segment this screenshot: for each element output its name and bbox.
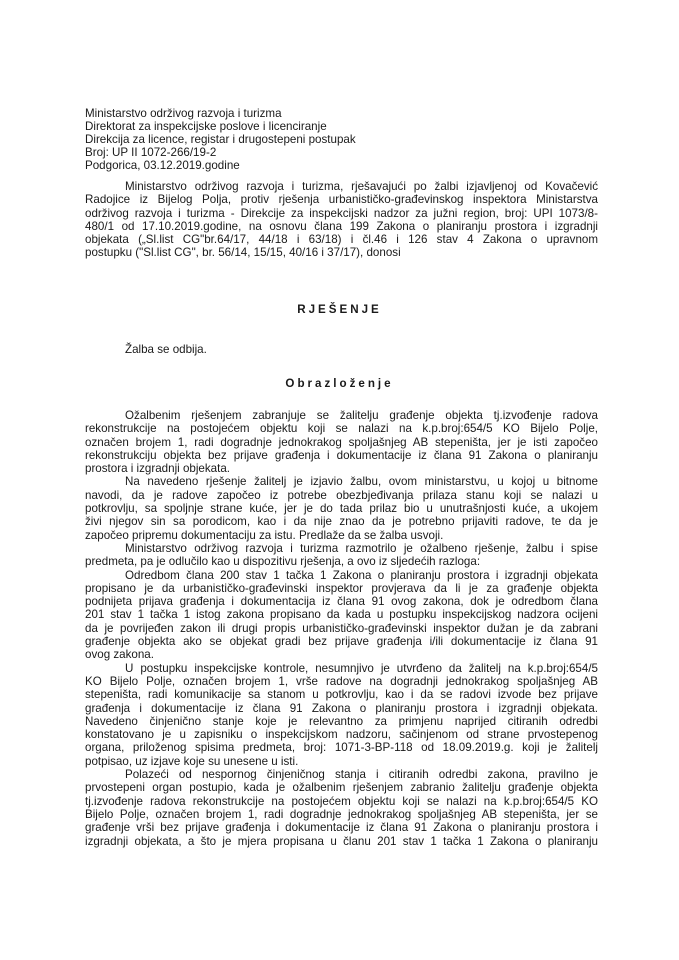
text-line: 480/1 od 17.10.2019.godine, na osnovu člana 199 Zakona o planiranju prostora i izgradnji [85, 219, 598, 233]
text-line: rekonstrukciju objekta bez prijave građenja i dokumentacije iz člana 91 Zakona o planiranju [85, 448, 598, 462]
text-line: građenja i dokumentacije iz člana 91 Zakona o planiranju prostora i izgradnji objekata. [85, 701, 598, 715]
text-line: izgradnji objekata, a što je mjera propisana u članu 201 stav 1 tačka 1 Zakona o planiranju [85, 834, 598, 848]
text-line: označen brojem 1, radi dogradnje jednokrakog spoljašnjeg AB stepeništa, jer je isti započeo [85, 435, 598, 449]
document-title: RJEŠENJE [297, 303, 382, 316]
paragraph [85, 662, 598, 768]
text-line: prostora i izgradnji objekata. [85, 462, 231, 476]
text-line: konstatovano je u zapisniku o inspekcijskom nadzoru, sačinjenom od strane prvostepenog [85, 728, 598, 742]
header-line: Ministarstvo održivog razvoja i turizma [85, 107, 282, 120]
reasoning-body [85, 409, 598, 848]
text-line: Ožalbenim rješenjem zabranjuje se žalitelju građenje objekta tj.izvođenje radova [125, 409, 598, 422]
paragraph [85, 475, 598, 541]
text-line: postupku ("Sl.list CG", br. 56/14, 15/15, 40/16 i 37/17), donosi [85, 246, 401, 260]
text-line: potkrovlju, sa spoljnje strane kuće, jer je do tada prilaz bio u unutrašnjosti kuće, a ukojem [85, 502, 598, 516]
text-line: Bijelo Polje, označen brojem 1, radi dogradnje jednokrakog spoljašnjeg AB stepeništa, jer se [85, 807, 598, 821]
header-line: Direkcija za licence, registar i drugostepeni postupak [85, 133, 356, 146]
text-line: U postupku inspekcijske kontrole, nesumnjivo je utvrđeno da žalitelj na k.p.broj:654/5 [125, 661, 598, 675]
header-line: Podgorica, 03.12.2019.godine [85, 159, 240, 172]
sender-header [85, 107, 598, 172]
text-line: objekata („Sl.list CG"br.64/17, 44/18 i 63/18) i čl.46 i 126 stav 4 Zakona o upravnom [85, 233, 598, 247]
paragraph [85, 569, 598, 662]
text-line: održivog razvoja i turizma - Direkcije za inspekcijski nadzor za južni region, broj: UPI 1073/8- [85, 206, 598, 220]
paragraph [85, 409, 598, 475]
text-line: rekonstrukcije na postojećem objektu koji se nalazi na k.p.broj:654/5 KO Bijelo Polje, [85, 422, 598, 436]
text-line: Ministarstvo održivog razvoja i turizma razmotrilo je ožalbeno rješenje, žalbu i spise [125, 541, 598, 555]
paragraph [85, 768, 598, 848]
text-line: predmeta, pa je odlučilo kao u dispozitivu rješenja, a ovo iz sljedećih razloga: [85, 555, 481, 569]
intro-paragraph [85, 180, 598, 260]
text-line: Polazeći od nespornog činjeničnog stanja i citiranih odredbi zakona, pravilno je [125, 768, 598, 782]
text-line: Na navedeno rješenje žalitelj je izjavio žalbu, ovom ministarstvu, u kojoj u bitnome [125, 475, 598, 489]
text-line: KO Bijelo Polje, označen brojem 1, vrše radove na dogradnji jednokrakog spoljašnjeg AB [85, 674, 598, 688]
text-line: propisano je da urbanističko-građevinski inspektor provjerava da li je za građenje objekta [85, 581, 598, 595]
text-line: potpisao, uz izjave koje su unesene u isti. [85, 754, 299, 768]
text-line: stepeništa, radi komunikacije sa stanom u potkrovlju, kao i da se radovi izvode bez prijave [85, 688, 598, 702]
text-line: Ministarstvo održivog razvoja i turizma, rješavajući po žalbi izjavljenoj od Kovačević [125, 180, 598, 193]
text-line: građenje objekta ako se objekat gradi bez prijave građenja i/ili dokumentacije iz člana 91 [85, 635, 598, 649]
text-line: organa, priloženog spisima predmeta, broj: 1071-3-BP-118 od 18.09.2019.g. koji je žalitelj [85, 741, 598, 755]
text-line: Odredbom člana 200 stav 1 tačka 1 Zakona o planiranju prostora i izgradnji objekata [125, 568, 598, 582]
text-line: da je povrijeđen zakon ili drugi propis urbanističko-građevinski inspektor dužan je da zabrani [85, 621, 598, 635]
text-line: tj.izvođenje radova rekonstrukcije na postojećem objektu koji se nalazi na k.p.broj:654/5 KO [85, 794, 598, 808]
header-line: Direktorat za inspekcijske poslove i licenciranje [85, 120, 327, 133]
decision-text: Žalba se odbija. [125, 343, 207, 356]
reasoning-title: Obrazloženje [285, 377, 394, 390]
text-line: započeo pripremu dokumentaciju za istu. Predlaže da se žalba usvoji. [85, 528, 444, 542]
paragraph [85, 542, 598, 569]
text-line: živi njegov sin sa porodicom, kao i da nije znao da je potrebno prijaviti radove, te da je [85, 515, 598, 529]
text-line: 201 stav 1 tačka 1 istog zakona propisano da kada u postupku inspekcijskog nadzora ocijeni [85, 608, 598, 622]
text-line: građenje vrši bez prijave građenja i dokumentacije iz člana 91 Zakona o planiranju prostora i [85, 821, 598, 835]
text-line: Navedeno činjenično stanje koje je relevantno za primjenu naprijed citiranih odredbi [85, 714, 598, 728]
text-line: Radojice iz Bijelog Polja, protiv rješenja urbanističko-građevinskog inspektora Ministarstva [85, 193, 598, 207]
header-line: Broj: UP II 1072-266/19-2 [85, 146, 217, 159]
text-line: navodi, da je radove započeo iz potrebe obezbjeđivanja prilaza stanu koji se nalazi u [85, 488, 598, 502]
text-line: prvostepeni organ postupio, kada je ožalbenim rješenjem zabranio žalitelju građenje objekta [85, 781, 598, 795]
text-line: podnijeta prijava građenja i dokumentacija iz člana 91 ovog zakona, dok je odredbom člana [85, 595, 598, 609]
text-line: ovog zakona. [85, 648, 154, 662]
